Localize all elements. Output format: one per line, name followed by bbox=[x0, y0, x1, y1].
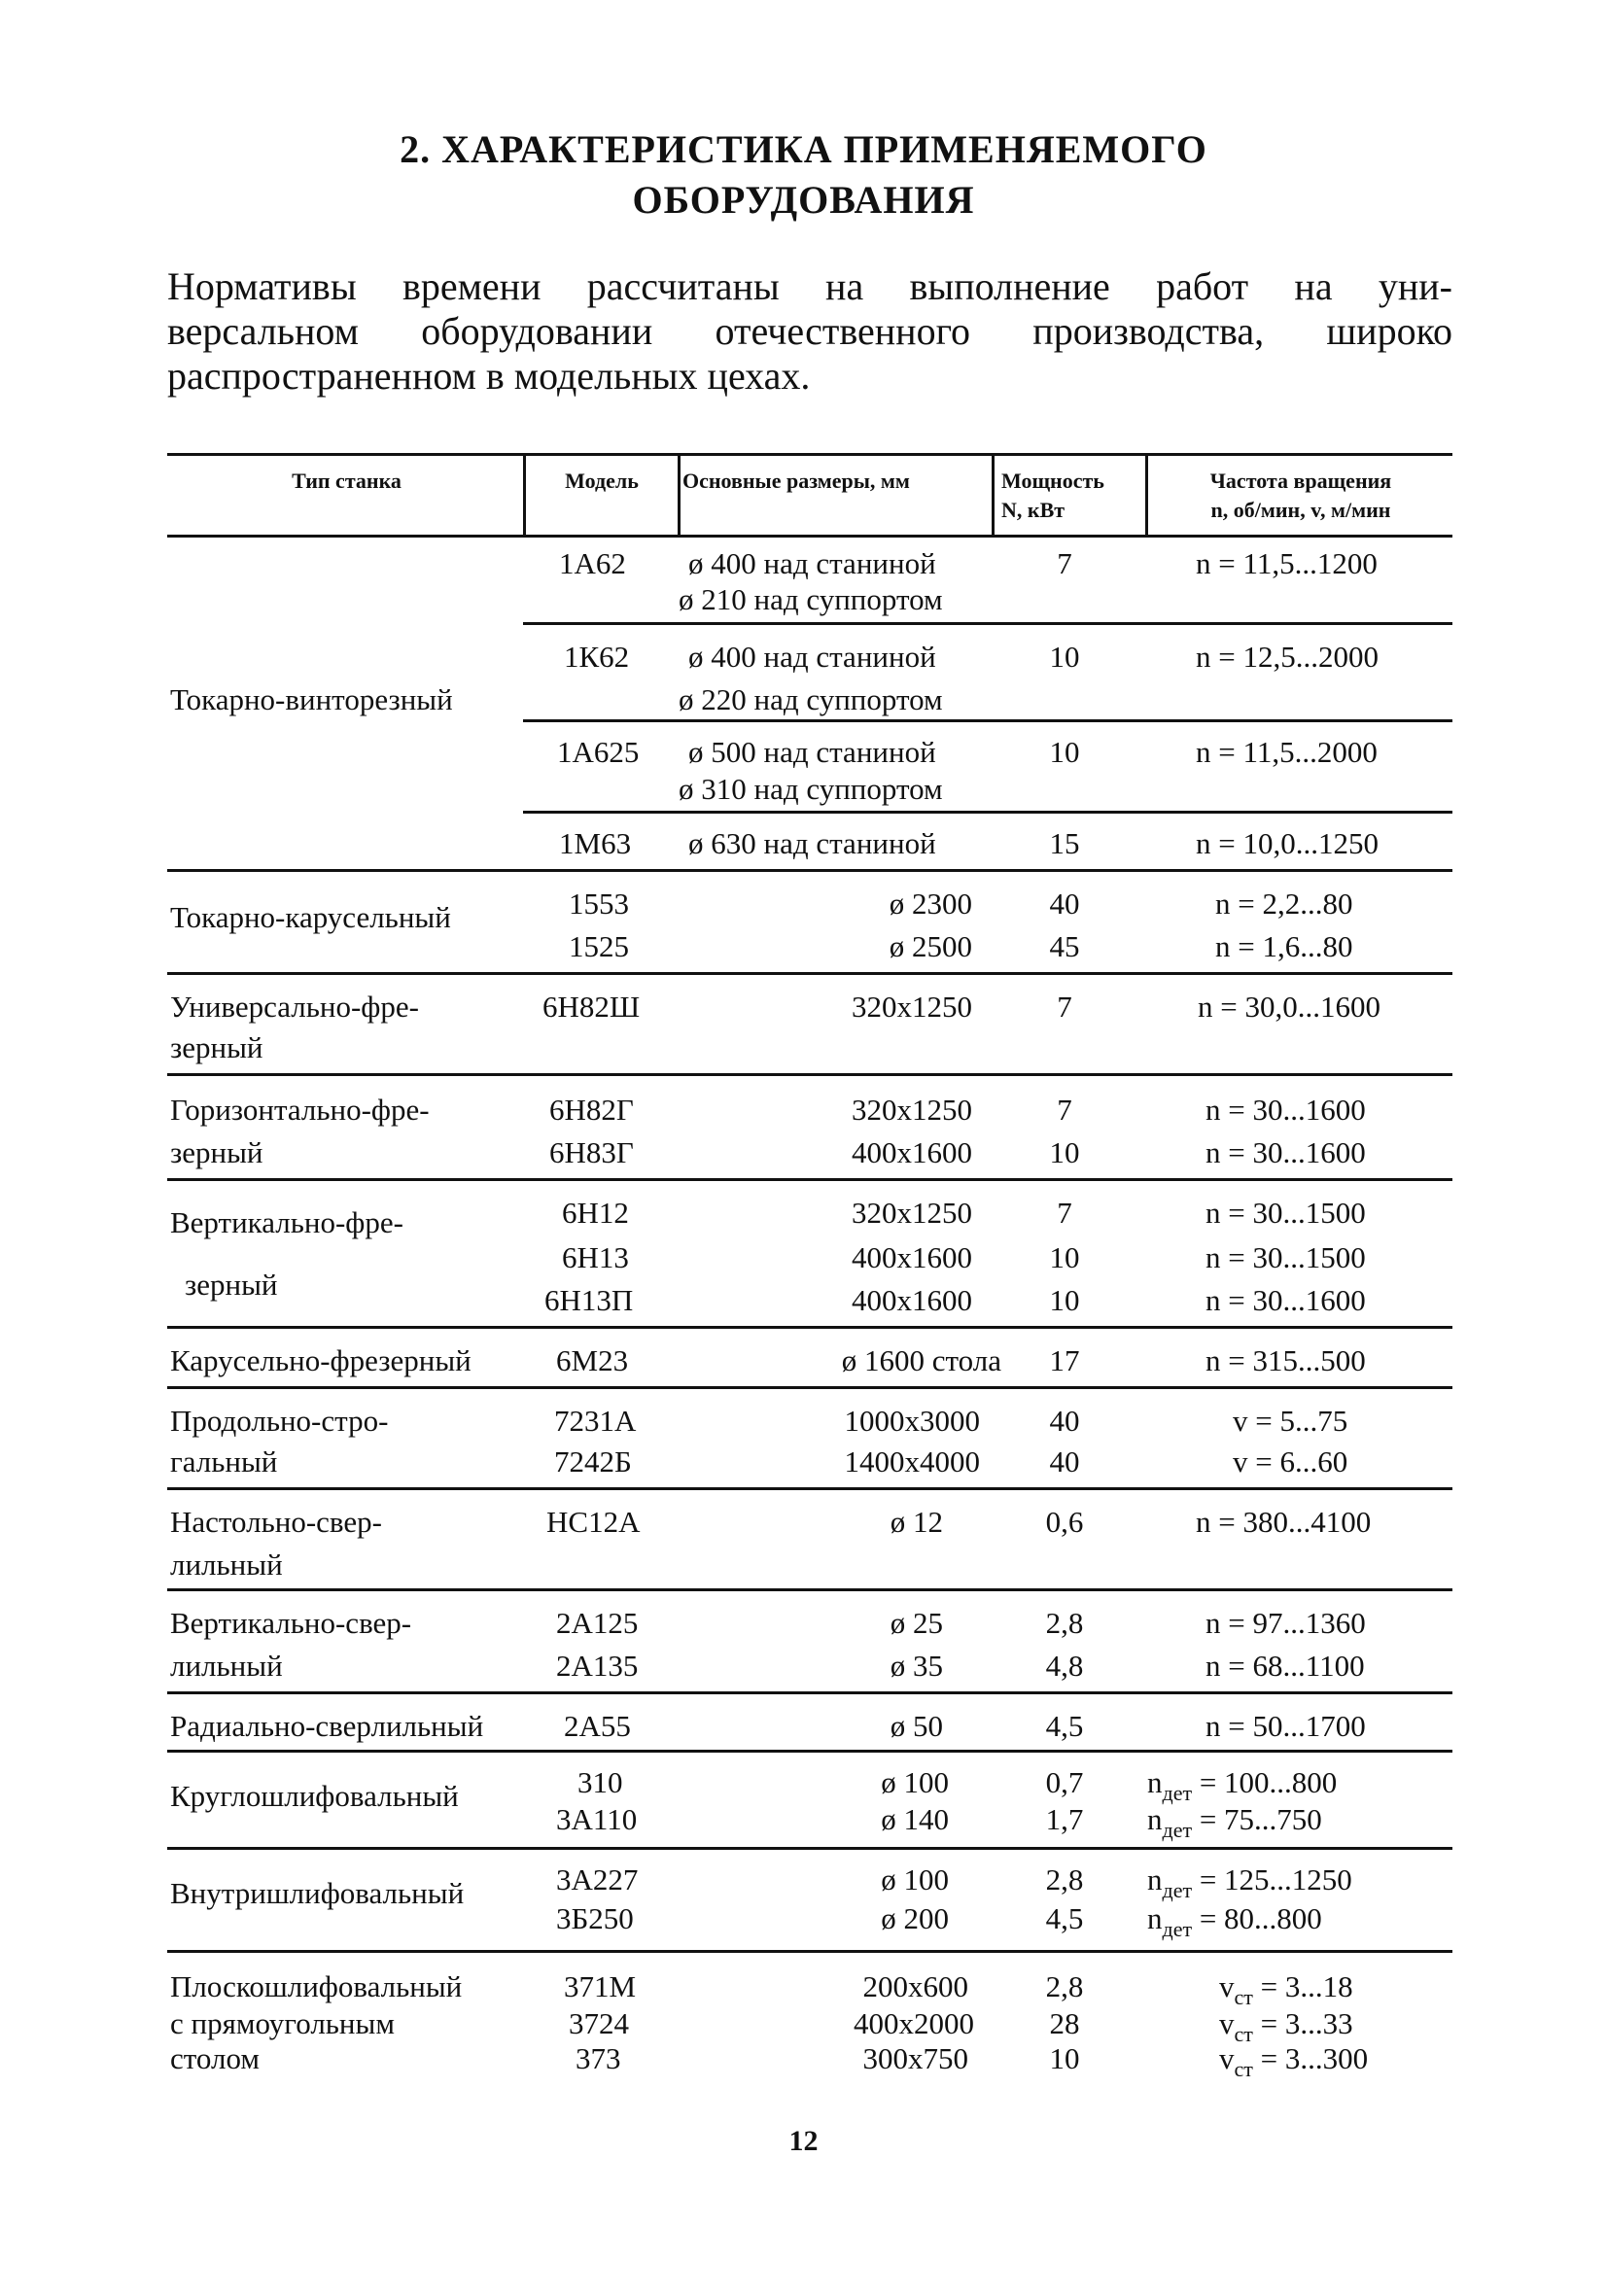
size-cell: ø 100 bbox=[881, 1765, 949, 1799]
freq-cell: n = 68...1100 bbox=[1205, 1649, 1365, 1683]
freq-range: = 3...33 bbox=[1260, 2006, 1353, 2040]
machine-type: Внутришлифовальный bbox=[170, 1876, 465, 1910]
model-cell: НС12А bbox=[546, 1505, 641, 1539]
model-cell: 6Н82Ш bbox=[542, 990, 641, 1024]
page-number: 12 bbox=[788, 2125, 819, 2157]
header-divider bbox=[992, 455, 995, 535]
size-cell: ø 500 над станиной bbox=[688, 735, 936, 769]
freq-cell: n = 10,0...1250 bbox=[1196, 826, 1379, 860]
freq-cell: n = 30...1600 bbox=[1205, 1283, 1366, 1317]
size-cell: 400x1600 bbox=[852, 1283, 972, 1317]
freq-cell: n = 30...1600 bbox=[1205, 1135, 1366, 1169]
section-title-line2: ОБОРУДОВАНИЯ bbox=[632, 178, 975, 222]
group-rule bbox=[167, 1847, 1452, 1850]
freq-cell bbox=[1147, 1763, 1337, 1805]
freq-symbol: n bbox=[1147, 1765, 1163, 1799]
machine-type: Токарно-карусельный bbox=[170, 900, 451, 934]
freq-cell: n = 30,0...1600 bbox=[1198, 990, 1380, 1024]
model-cell: 1А625 bbox=[557, 735, 640, 769]
row-rule bbox=[523, 719, 1452, 722]
model-cell: 2А135 bbox=[556, 1649, 639, 1683]
group-rule bbox=[167, 1073, 1452, 1076]
group-rule bbox=[167, 1178, 1452, 1181]
power-cell: 7 bbox=[1057, 1093, 1072, 1127]
power-cell: 2,8 bbox=[1045, 1969, 1084, 2003]
model-cell: 6Н12 bbox=[562, 1196, 629, 1230]
size-cell: ø 140 bbox=[881, 1802, 949, 1836]
size-cell: ø 220 над суппортом bbox=[679, 682, 943, 716]
machine-type: зерный bbox=[170, 1030, 263, 1064]
freq-subscript: ст bbox=[1234, 2022, 1253, 2046]
group-rule bbox=[167, 1386, 1452, 1389]
size-cell: ø 400 над станиной bbox=[688, 546, 936, 580]
size-cell: ø 12 bbox=[890, 1505, 943, 1539]
freq-subscript: дет bbox=[1162, 1878, 1193, 1902]
freq-cell bbox=[1219, 1967, 1353, 2009]
power-cell: 45 bbox=[1049, 929, 1080, 963]
model-cell: 373 bbox=[576, 2041, 621, 2075]
model-cell: 1М63 bbox=[559, 826, 632, 860]
model-cell: 3А227 bbox=[556, 1862, 639, 1896]
model-cell: 3724 bbox=[569, 2006, 629, 2040]
freq-range: = 125...1250 bbox=[1199, 1862, 1352, 1896]
power-cell: 10 bbox=[1049, 1283, 1080, 1317]
group-rule bbox=[167, 1750, 1452, 1753]
size-cell: ø 1600 стола bbox=[841, 1343, 1001, 1377]
freq-symbol: v bbox=[1219, 2041, 1235, 2075]
size-cell: ø 100 bbox=[881, 1862, 949, 1896]
freq-subscript: дет bbox=[1162, 1818, 1193, 1842]
group-rule bbox=[167, 869, 1452, 872]
size-cell: ø 400 над станиной bbox=[688, 640, 936, 674]
freq-cell: n = 315...500 bbox=[1205, 1343, 1366, 1377]
machine-type: Карусельно-фрезерный bbox=[170, 1343, 472, 1377]
freq-subscript: ст bbox=[1234, 2057, 1253, 2081]
intro-line: распространенном в модельных цехах. bbox=[167, 354, 811, 398]
machine-type: Настольно-свер- bbox=[170, 1505, 382, 1539]
machine-type: Вертикально-свер- bbox=[170, 1606, 412, 1640]
power-cell: 40 bbox=[1049, 1404, 1080, 1438]
header-power-1: Мощность bbox=[1001, 469, 1104, 493]
header-power-2: N, кВт bbox=[1001, 498, 1066, 522]
model-cell: 3Б250 bbox=[556, 1901, 634, 1935]
power-cell: 10 bbox=[1049, 2041, 1080, 2075]
freq-range: = 75...750 bbox=[1199, 1802, 1322, 1836]
size-cell: 320x1250 bbox=[852, 990, 972, 1024]
size-cell: 300x750 bbox=[862, 2041, 968, 2075]
group-rule bbox=[167, 1326, 1452, 1329]
group-rule bbox=[167, 1588, 1452, 1591]
power-cell: 7 bbox=[1057, 1196, 1072, 1230]
size-cell: ø 2300 bbox=[889, 887, 972, 921]
intro-paragraph bbox=[167, 264, 1452, 399]
freq-cell: n = 11,5...2000 bbox=[1196, 735, 1378, 769]
freq-cell: v = 5...75 bbox=[1233, 1404, 1348, 1438]
header-type: Тип станка bbox=[292, 469, 402, 493]
freq-range: = 3...18 bbox=[1260, 1969, 1353, 2003]
freq-symbol: n bbox=[1147, 1901, 1163, 1935]
machine-type: Горизонтально-фре- bbox=[170, 1093, 430, 1127]
machine-type: Универсально-фре- bbox=[170, 990, 419, 1024]
model-cell: 6Н13 bbox=[562, 1240, 629, 1274]
group-rule bbox=[167, 1950, 1452, 1953]
machine-type: лильный bbox=[170, 1649, 283, 1683]
group-rule bbox=[167, 1487, 1452, 1490]
freq-cell: v = 6...60 bbox=[1233, 1444, 1348, 1478]
model-cell: 1А62 bbox=[559, 546, 626, 580]
header-bottom-rule bbox=[167, 535, 1452, 538]
freq-cell: n = 380...4100 bbox=[1196, 1505, 1372, 1539]
size-cell: ø 310 над суппортом bbox=[679, 772, 943, 806]
group-rule bbox=[167, 972, 1452, 975]
model-cell: 3А110 bbox=[556, 1802, 638, 1836]
model-cell: 371М bbox=[564, 1969, 637, 2003]
power-cell: 40 bbox=[1049, 1444, 1080, 1478]
model-cell: 2А55 bbox=[564, 1709, 631, 1743]
power-cell: 17 bbox=[1049, 1343, 1080, 1377]
row-rule bbox=[523, 811, 1452, 814]
header-model: Модель bbox=[565, 469, 639, 493]
header-divider bbox=[678, 455, 681, 535]
size-cell: 200x600 bbox=[862, 1969, 968, 2003]
model-cell: 1525 bbox=[569, 929, 629, 963]
power-cell: 4,8 bbox=[1045, 1649, 1084, 1683]
freq-cell bbox=[1147, 1899, 1322, 1941]
power-cell: 10 bbox=[1049, 735, 1080, 769]
model-cell: 310 bbox=[577, 1765, 623, 1799]
model-cell: 1553 bbox=[569, 887, 629, 921]
header-sizes: Основные размеры, мм bbox=[682, 469, 910, 493]
header-freq-1: Частота вращения bbox=[1209, 469, 1392, 493]
machine-type: зерный bbox=[170, 1135, 263, 1169]
freq-cell: n = 30...1500 bbox=[1205, 1196, 1366, 1230]
size-cell: ø 50 bbox=[890, 1709, 943, 1743]
freq-cell: n = 97...1360 bbox=[1205, 1606, 1366, 1640]
power-cell: 7 bbox=[1057, 990, 1072, 1024]
freq-symbol: n bbox=[1147, 1802, 1163, 1836]
freq-cell: n = 30...1500 bbox=[1205, 1240, 1366, 1274]
size-cell: ø 35 bbox=[890, 1649, 943, 1683]
power-cell: 10 bbox=[1049, 1135, 1080, 1169]
model-cell: 7242Б bbox=[554, 1444, 632, 1478]
model-cell: 6М23 bbox=[556, 1343, 629, 1377]
table-top-rule bbox=[167, 453, 1452, 456]
freq-cell bbox=[1147, 1800, 1322, 1842]
machine-type: зерный bbox=[185, 1268, 278, 1302]
size-cell: ø 210 над суппортом bbox=[679, 582, 943, 616]
freq-cell: n = 11,5...1200 bbox=[1196, 546, 1378, 580]
power-cell: 28 bbox=[1049, 2006, 1080, 2040]
header-freq-2: n, об/мин, v, м/мин bbox=[1210, 498, 1391, 522]
freq-symbol: n bbox=[1147, 1862, 1163, 1896]
size-cell: 1000x3000 bbox=[844, 1404, 980, 1438]
model-cell: 1К62 bbox=[564, 640, 630, 674]
machine-type: столом bbox=[170, 2041, 260, 2075]
intro-line: Нормативы времени рассчитаны на выполнение работ на уни- bbox=[167, 264, 1452, 308]
power-cell: 4,5 bbox=[1045, 1901, 1084, 1935]
intro-line: версальном оборудовании отечественного производства, широко bbox=[167, 309, 1452, 353]
freq-cell: n = 1,6...80 bbox=[1215, 929, 1353, 963]
size-cell: 1400x4000 bbox=[844, 1444, 980, 1478]
freq-cell bbox=[1219, 2039, 1368, 2081]
size-cell: ø 25 bbox=[890, 1606, 943, 1640]
power-cell: 2,8 bbox=[1045, 1862, 1084, 1896]
power-cell: 0,6 bbox=[1045, 1505, 1084, 1539]
freq-range: = 3...300 bbox=[1260, 2041, 1369, 2075]
size-cell: 320x1250 bbox=[852, 1196, 972, 1230]
power-cell: 10 bbox=[1049, 1240, 1080, 1274]
freq-cell: n = 30...1600 bbox=[1205, 1093, 1366, 1127]
freq-cell: n = 12,5...2000 bbox=[1196, 640, 1379, 674]
size-cell: ø 630 над станиной bbox=[688, 826, 936, 860]
machine-type: Токарно-винторезный bbox=[170, 682, 453, 716]
power-cell: 10 bbox=[1049, 640, 1080, 674]
machine-type: Вертикально-фре- bbox=[170, 1205, 403, 1239]
freq-cell bbox=[1147, 1861, 1352, 1902]
size-cell: ø 2500 bbox=[889, 929, 972, 963]
group-rule bbox=[167, 1691, 1452, 1694]
model-cell: 6Н82Г bbox=[549, 1093, 634, 1127]
size-cell: 400x1600 bbox=[852, 1135, 972, 1169]
model-cell: 6Н83Г bbox=[549, 1135, 634, 1169]
freq-subscript: ст bbox=[1234, 1985, 1253, 2009]
section-title-line1: 2. ХАРАКТЕРИСТИКА ПРИМЕНЯЕМОГО bbox=[400, 127, 1207, 171]
machine-type: Плоскошлифовальный bbox=[170, 1969, 463, 2003]
machine-type: с прямоугольным bbox=[170, 2006, 395, 2040]
freq-symbol: v bbox=[1219, 1969, 1235, 2003]
freq-subscript: дет bbox=[1162, 1781, 1193, 1805]
machine-type: Круглошлифовальный bbox=[170, 1779, 459, 1813]
size-cell: 320x1250 bbox=[852, 1093, 972, 1127]
power-cell: 4,5 bbox=[1045, 1709, 1084, 1743]
power-cell: 7 bbox=[1057, 546, 1072, 580]
size-cell: ø 200 bbox=[881, 1901, 949, 1935]
freq-cell: n = 2,2...80 bbox=[1215, 887, 1353, 921]
freq-cell: n = 50...1700 bbox=[1205, 1709, 1366, 1743]
power-cell: 0,7 bbox=[1045, 1765, 1084, 1799]
size-cell: 400x1600 bbox=[852, 1240, 972, 1274]
freq-range: = 100...800 bbox=[1199, 1765, 1338, 1799]
row-rule bbox=[523, 622, 1452, 625]
power-cell: 2,8 bbox=[1045, 1606, 1084, 1640]
model-cell: 7231А bbox=[554, 1404, 637, 1438]
size-cell: 400x2000 bbox=[854, 2006, 974, 2040]
freq-subscript: дет bbox=[1162, 1917, 1193, 1941]
model-cell: 6Н13П bbox=[544, 1283, 634, 1317]
model-cell: 2А125 bbox=[556, 1606, 639, 1640]
machine-type: Радиально-сверлильный bbox=[170, 1709, 484, 1743]
machine-type: лильный bbox=[170, 1548, 283, 1582]
machine-type: гальный bbox=[170, 1444, 278, 1478]
power-cell: 40 bbox=[1049, 887, 1080, 921]
machine-type: Продольно-стро- bbox=[170, 1404, 389, 1438]
power-cell: 15 bbox=[1049, 826, 1080, 860]
power-cell: 1,7 bbox=[1045, 1802, 1084, 1836]
freq-range: = 80...800 bbox=[1199, 1901, 1322, 1935]
freq-symbol: v bbox=[1219, 2006, 1235, 2040]
